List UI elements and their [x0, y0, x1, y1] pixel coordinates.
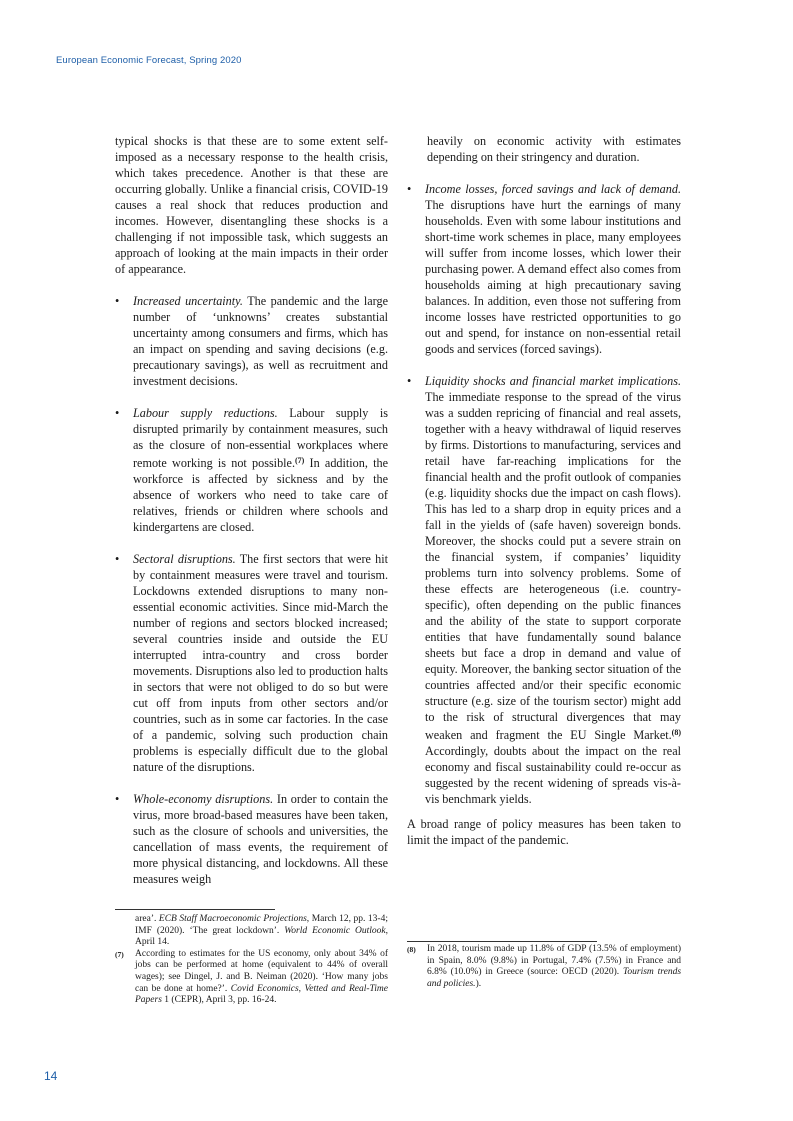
intro-paragraph: typical shocks is that these are to some extent self-imposed as a necessary response to the health crisis, which takes precedence. Another is that these are occurring globally. Unlike a financial crisis, COVID-19 causes a real shock that reduces production and incomes. However, disentangling these shocks is a challenging if not impossible task, which suggests an approach of looking at the main impacts in their order of appearance. [115, 134, 388, 276]
footnote-citation: World Economic Outlook [284, 925, 386, 936]
bullet-dot-icon: • [407, 182, 412, 196]
left-bullet-list [115, 293, 388, 887]
footnote-text: area’. [135, 914, 159, 924]
bullet-text-cont: In addition, the workforce is affected by sickness and by the absence of workers who need to take care of relatives, friends or children where schools and kindergartens are closed. [133, 456, 389, 534]
bullet-labour-supply [115, 405, 388, 535]
bullet-text: The pandemic and the large number of ‘unknowns’ creates substantial uncertainty among consumers and firms, which has an impact on spending and saving decisions (e.g. precautionary savings), as well as recruitment and investment decisions. [133, 294, 388, 388]
bullet-liquidity-shocks [407, 373, 681, 807]
bullet-text-cont: Accordingly, doubts about the impact on the real economy and fiscal sustainability could re-occur as suggested by the recent widening of spreads vis-à-vis benchmark yields. [425, 744, 681, 806]
footnote-text-part: ). [475, 978, 482, 989]
bullet-income-losses [407, 181, 681, 357]
footnote-text: , April 14. [135, 925, 388, 948]
footnote-citation: Covid Economics, Vetted and Real-Time Papers [135, 983, 388, 1006]
left-column [115, 133, 388, 887]
page-number: 14 [44, 1069, 58, 1083]
bullet-dot-icon: • [115, 792, 120, 806]
footnote-divider [115, 909, 275, 910]
bullet-whole-economy [115, 791, 388, 887]
bullet-dot-icon: • [115, 294, 120, 308]
footnote-ref-8[interactable]: (8) [671, 728, 681, 737]
footnote-continued [115, 914, 388, 949]
bullet-sectoral-disruptions [115, 551, 388, 775]
footnote-citation: ECB Staff Macroeconomic Projections [158, 914, 307, 924]
bullet-title: Liquidity shocks and financial market implications. [425, 374, 681, 388]
running-header: European Economic Forecast, Spring 2020 [56, 55, 242, 66]
footnote-citation: Tourism trends and policies. [427, 967, 682, 989]
bullet-title: Income losses, forced savings and lack of demand. [425, 182, 681, 196]
bullet-text: In order to contain the virus, more broad-based measures have been taken, such as the closure of schools and universities, the cancellation of mass events, the requirement of more physical distancing, and lockdowns. All these measures weigh [133, 792, 388, 886]
bullet-title: Labour supply reductions. [133, 406, 278, 420]
continuation-paragraph: heavily on economic activity with estimates depending on their stringency and duration. [427, 134, 681, 164]
footnote-ref-7[interactable]: (7) [295, 456, 305, 465]
right-column [407, 133, 681, 848]
footnotes-right [407, 944, 681, 990]
footnotes-left [115, 914, 388, 1007]
bullet-title: Increased uncertainty. [133, 294, 243, 308]
footnote-text-part: According to estimates for the US economy, only about 34% of jobs can be performed at home (equivalent to 44% of overall wages); see Dingel, J. and B. Neiman (2020). ‘How many jobs can be done at home?’. [135, 948, 388, 994]
footnote-number: (8) [407, 945, 416, 954]
footnote-text [135, 949, 388, 1007]
footnote-8 [407, 944, 681, 990]
footnote-divider [407, 941, 597, 942]
bullet-title: Sectoral disruptions. [133, 552, 236, 566]
right-bullet-list [407, 181, 681, 807]
bullet-title: Whole-economy disruptions. [133, 792, 274, 806]
footnote-text [427, 944, 681, 990]
footnote-text: , March 12, pp. 13-4; IMF (2020). ‘The great lockdown’. [135, 914, 388, 936]
footnote-7 [115, 949, 388, 1007]
bullet-dot-icon: • [115, 406, 120, 420]
bullet-text: The first sectors that were hit by containment measures were travel and tourism. Lockdowns extended disruptions to many non-essential economic activities. Since mid-March the number of regions and sectors blocked increased; several countries inside and outside the EU interrupted intra-country and cross border movements. Disruptions also led to production halts in sectors that were not obliged to do so but were cut off from inputs from other sectors and/or countries, such as in some car factories. In the case of a pandemic, solving such production chain problems is especially difficult due to the global nature of the disruptions. [133, 552, 388, 774]
bullet-dot-icon: • [407, 374, 412, 388]
bullet-dot-icon: • [115, 552, 120, 566]
bullet-text: Labour supply is disrupted primarily by containment measures, such as the closure of non-essential workplaces where remote working is not possible. [133, 406, 389, 470]
footnote-text-part: In 2018, tourism made up 11.8% of GDP (13.5% of employment) in Spain, 8.0% (9.8%) in Portugal, 7.4% (7.5%) in France and 6.8% (10.0%) in Greece (source: OECD (2020). [427, 944, 681, 978]
bullet-increased-uncertainty [115, 293, 388, 389]
closing-paragraph: A broad range of policy measures has been taken to limit the impact of the pandemic. [407, 817, 681, 847]
footnote-number: (7) [115, 949, 124, 959]
footnote-text-part: 1 (CEPR), April 3, pp. 16-24. [161, 995, 277, 1006]
bullet-text: The immediate response to the spread of the virus was a sudden repricing of financial and real assets, together with a heavy withdrawal of liquid reserves by firms. Distortions to manufacturing, services and retail have far-reaching implications for the financial health and the profit outlook of companies (e.g. liquidity shocks due the impact on cash flows). This has led to a sharp drop in equity prices and a fall in the yields of (safe haven) sovereign bonds. Moreover, the shocks could put a severe strain on the financial system, if companies’ liquidity problems turn into solvency problems. Some of these effects are heterogeneous (i.e. country-specific), often depending on the public finances and the ability of the state to support corporate entities that have fundamentally sound balance sheets but face a drop in demand and value of equity. Moreover, the banking sector situation of the countries affected and/or their specific economic structure (e.g. size of the tourism sector) might add to the risk of structural divergences that may weaken and fragment the EU Single Market. [425, 390, 681, 742]
bullet-text: The disruptions have hurt the earnings of many households. Even with some labour institutions and short-time work schemes in place, many employees will suffer from income losses, which lower their purchasing power. A demand effect also comes from households aiming at high precautionary saving balances. In addition, even those not suffering from income losses have restricted opportunities to go out and spend, for instance on non-essential retail goods and services (forced savings). [425, 198, 681, 356]
